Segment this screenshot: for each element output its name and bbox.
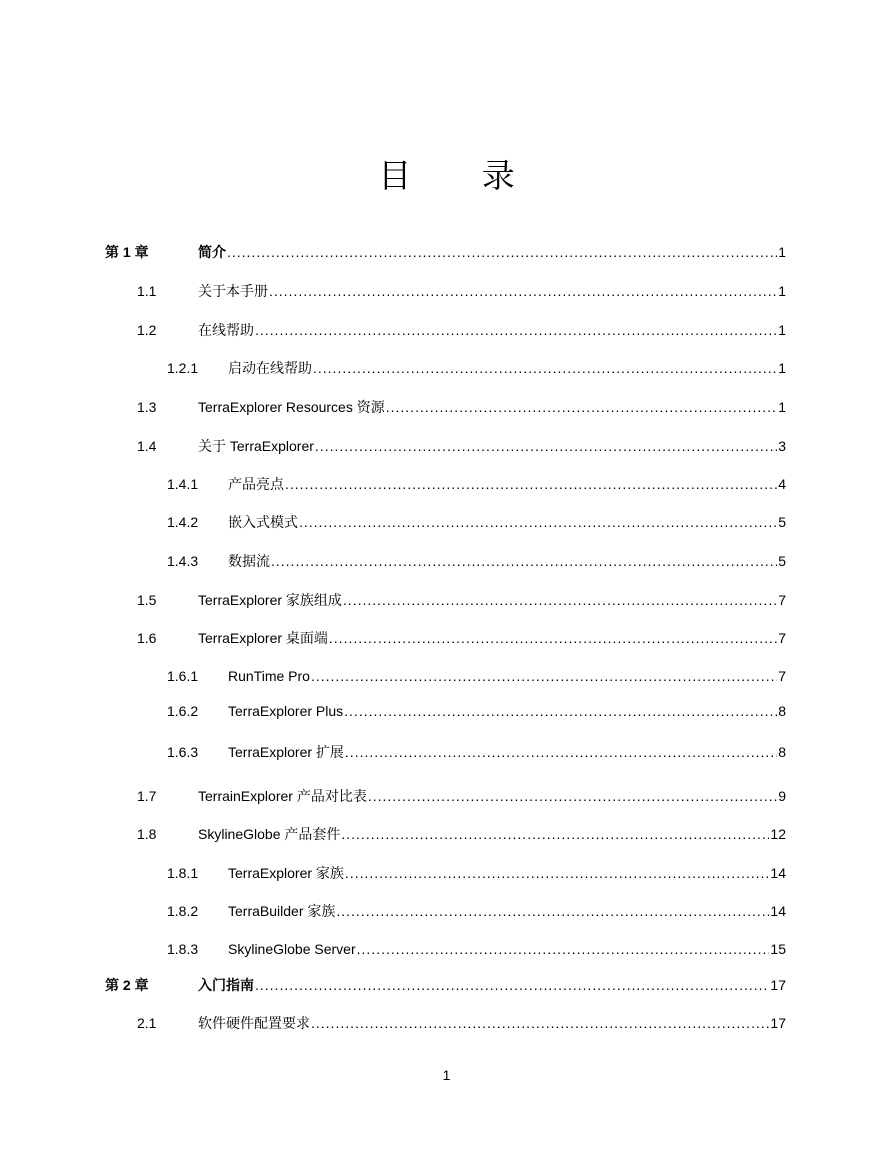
toc-entry[interactable] (0, 551, 893, 571)
toc-entry-number: 1.4.2 (167, 514, 199, 530)
dot-leader (313, 358, 777, 378)
toc-entry-number: 1.6.1 (167, 668, 199, 684)
toc-entry-number: 1.6.3 (167, 744, 199, 760)
toc-entry-number: 1.6 (137, 630, 157, 646)
dot-leader (311, 666, 777, 686)
toc-entry[interactable] (0, 939, 893, 959)
toc-entry-page: 1 (778, 360, 786, 376)
toc-entry[interactable] (0, 786, 893, 806)
dot-leader (345, 863, 770, 883)
toc-entry[interactable] (0, 358, 893, 378)
toc-entry-number: 1.8 (137, 826, 157, 842)
toc-entry-number: 1.6.2 (167, 703, 199, 719)
toc-entry[interactable] (0, 742, 893, 762)
toc-entry-title: 启动在线帮助 (228, 360, 312, 376)
toc-entry-number: 1.7 (137, 788, 157, 804)
toc-entry-number: 2.1 (137, 1015, 157, 1031)
dot-leader (357, 939, 770, 959)
toc-entry-page: 5 (778, 553, 786, 569)
dot-leader (336, 901, 769, 921)
dot-leader (343, 590, 777, 610)
dot-leader (227, 242, 777, 262)
toc-entry-title: 软件硬件配置要求 (198, 1015, 310, 1031)
toc-entry-number: 1.2.1 (167, 360, 199, 376)
toc-entry-page: 1 (778, 244, 786, 260)
toc-entry[interactable] (0, 1013, 893, 1033)
toc-entry[interactable] (0, 281, 893, 301)
toc-entry-page: 14 (770, 903, 786, 919)
dot-leader (315, 436, 777, 456)
toc-entry-number: 1.3 (137, 399, 157, 415)
page-title: 目 录 (378, 156, 545, 195)
toc-entry-page: 7 (778, 668, 786, 684)
toc-entry[interactable] (0, 436, 893, 456)
toc-entry-page: 9 (778, 788, 786, 804)
toc-entry[interactable] (0, 242, 893, 262)
toc-entry-number: 1.8.3 (167, 941, 199, 957)
toc-entry[interactable] (0, 397, 893, 417)
toc-entry-number: 1.8.1 (167, 865, 199, 881)
toc-entry-number: 1.2 (137, 322, 157, 338)
toc-entry-page: 12 (770, 826, 786, 842)
toc-entry-page: 3 (778, 438, 786, 454)
toc-entry[interactable] (0, 666, 893, 686)
toc-entry-title: 关于 TerraExplorer (198, 438, 314, 454)
toc-entry-page: 5 (778, 514, 786, 530)
toc-entry[interactable] (0, 512, 893, 532)
toc-entry-title: TerrainExplorer 产品对比表 (198, 788, 367, 804)
toc-entry-page: 14 (770, 865, 786, 881)
toc-entry[interactable] (0, 863, 893, 883)
dot-leader (345, 742, 777, 762)
toc-entry-page: 4 (778, 476, 786, 492)
toc-entry-title: TerraExplorer 桌面端 (198, 630, 328, 646)
dot-leader (255, 320, 777, 340)
toc-entry-title: 数据流 (228, 553, 270, 569)
toc-entry-page: 7 (778, 592, 786, 608)
toc-entry-title: TerraBuilder 家族 (228, 903, 336, 919)
toc-entry-page: 1 (778, 322, 786, 338)
dot-leader (271, 551, 777, 571)
dot-leader (269, 281, 777, 301)
toc-entry-number: 1.4 (137, 438, 157, 454)
dot-leader (329, 628, 777, 648)
toc-entry-title: RunTime Pro (228, 668, 310, 684)
toc-entry-title: SkylineGlobe 产品套件 (198, 826, 341, 842)
toc-entry-title: SkylineGlobe Server (228, 941, 356, 957)
dot-leader (285, 474, 777, 494)
toc-entry[interactable] (0, 824, 893, 844)
dot-leader (255, 975, 769, 995)
toc-entry-title: 在线帮助 (198, 322, 254, 338)
dot-leader (311, 1013, 769, 1033)
toc-entry-number: 1.8.2 (167, 903, 199, 919)
toc-entry-page: 8 (778, 703, 786, 719)
toc-entry[interactable] (0, 901, 893, 921)
toc-entry-page: 1 (778, 399, 786, 415)
toc-entry-title: 嵌入式模式 (228, 514, 298, 530)
dot-leader (386, 397, 777, 417)
toc-entry-number: 第 1 章 (105, 244, 149, 260)
toc-entry[interactable] (0, 474, 893, 494)
toc-entry-title: 产品亮点 (228, 476, 284, 492)
dot-leader (299, 512, 777, 532)
toc-entry-number: 第 2 章 (105, 977, 149, 993)
toc-entry[interactable] (0, 701, 893, 721)
dot-leader (344, 701, 777, 721)
toc-entry-page: 7 (778, 630, 786, 646)
dot-leader (368, 786, 777, 806)
toc-entry-number: 1.5 (137, 592, 157, 608)
toc-entry-title: TerraExplorer Resources 资源 (198, 399, 385, 415)
toc-entry-title: 简介 (198, 244, 226, 260)
toc-entry-title: TerraExplorer Plus (228, 703, 344, 719)
toc-entry-title: TerraExplorer 家族 (228, 865, 344, 881)
toc-entry-title: 入门指南 (198, 977, 254, 993)
toc-entry-page: 15 (770, 941, 786, 957)
page-number: 1 (442, 1067, 451, 1083)
toc-entry[interactable] (0, 975, 893, 995)
dot-leader (341, 824, 769, 844)
toc-entry-title: TerraExplorer 扩展 (228, 744, 344, 760)
toc-entry[interactable] (0, 320, 893, 340)
toc-entry-number: 1.4.1 (167, 476, 199, 492)
toc-entry-title: TerraExplorer 家族组成 (198, 592, 342, 608)
toc-entry-page: 17 (770, 977, 786, 993)
toc-entry[interactable] (0, 590, 893, 610)
toc-entry-page: 1 (778, 283, 786, 299)
toc-entry-page: 17 (770, 1015, 786, 1031)
toc-entry-number: 1.1 (137, 283, 157, 299)
toc-entry-page: 8 (778, 744, 786, 760)
toc-entry[interactable] (0, 628, 893, 648)
toc-entry-title: 关于本手册 (198, 283, 268, 299)
toc-entry-number: 1.4.3 (167, 553, 199, 569)
